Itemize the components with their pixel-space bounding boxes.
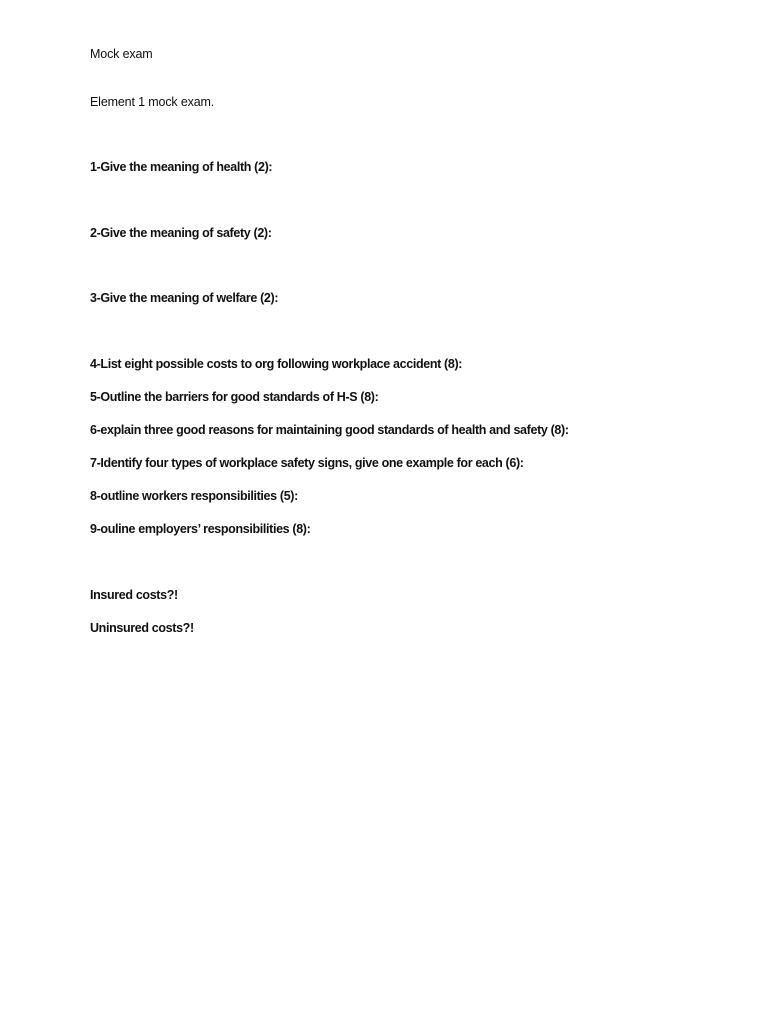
- document-subtitle: Element 1 mock exam.: [90, 95, 215, 109]
- question-4: 4-List eight possible costs to org following workplace accident (8):: [90, 357, 463, 371]
- note-insured-costs: Insured costs?!: [90, 588, 178, 602]
- question-5: 5-Outline the barriers for good standards of H-S (8):: [90, 390, 379, 404]
- question-1: 1-Give the meaning of health (2):: [90, 160, 273, 174]
- question-3: 3-Give the meaning of welfare (2):: [90, 291, 279, 305]
- question-9: 9-ouline employers’ responsibilities (8):: [90, 522, 311, 536]
- note-uninsured-costs: Uninsured costs?!: [90, 621, 194, 635]
- document-title: Mock exam: [90, 47, 153, 61]
- question-2: 2-Give the meaning of safety (2):: [90, 226, 272, 240]
- question-7: 7-Identify four types of workplace safety signs, give one example for each (6):: [90, 456, 524, 470]
- question-8: 8-outline workers responsibilities (5):: [90, 489, 298, 503]
- question-6: 6-explain three good reasons for maintaining good standards of health and safety (8):: [90, 423, 569, 437]
